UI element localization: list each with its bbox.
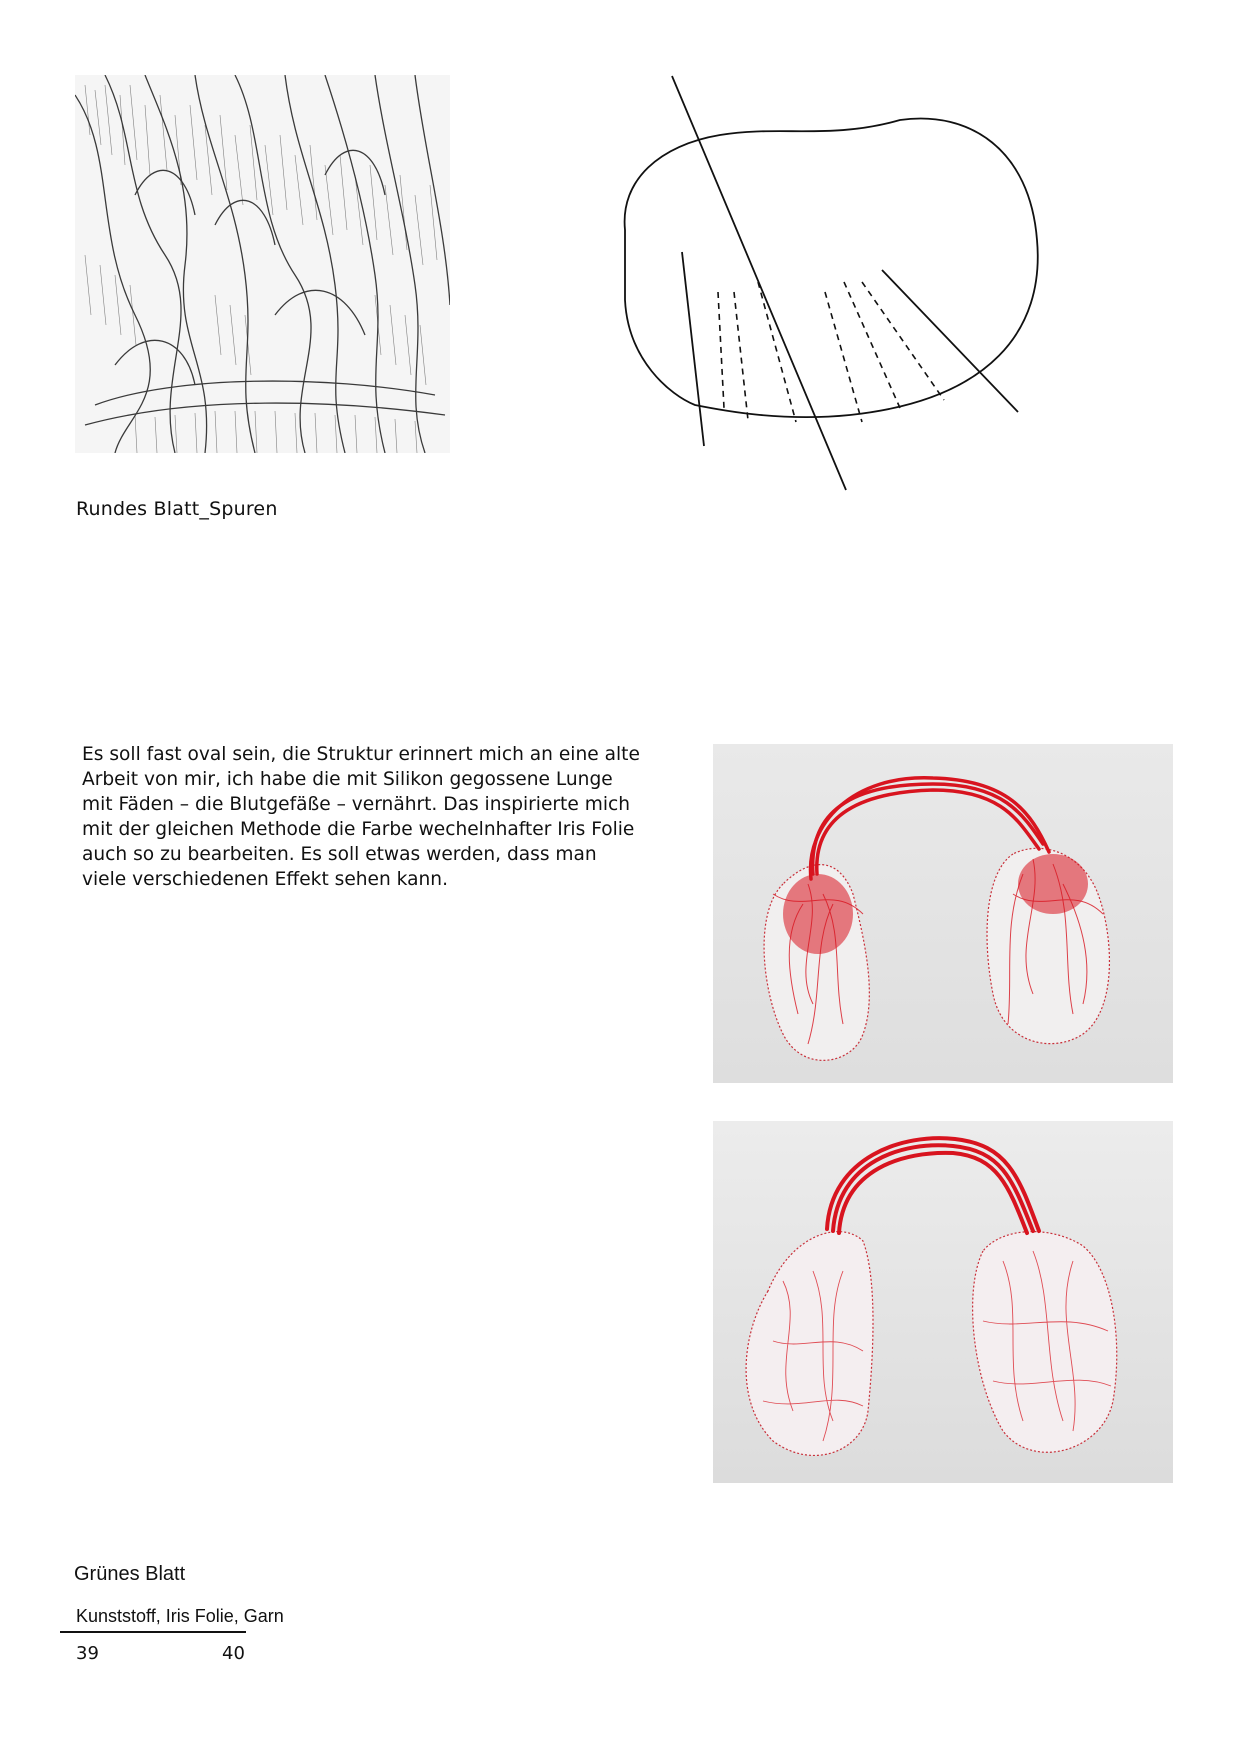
- work-materials: Kunststoff, Iris Folie, Garn: [76, 1606, 284, 1626]
- body-line: mit Fäden – die Blutgefäße – vernährt. Das inspirierte mich: [82, 794, 630, 815]
- red-thread-lung-image: [713, 1121, 1173, 1483]
- footer-divider: [60, 1631, 246, 1633]
- artwork-photo-1: [713, 744, 1173, 1083]
- sketch-image: [75, 75, 450, 453]
- sketch-caption: Rundes Blatt_Spuren: [76, 498, 278, 520]
- page-number-left: 39: [76, 1643, 99, 1664]
- body-line: Arbeit von mir, ich habe die mit Silikon gegossene Lunge: [82, 769, 613, 790]
- body-line: Es soll fast oval sein, die Struktur erinnert mich an eine alte: [82, 744, 640, 765]
- page-number-right: 40: [222, 1643, 245, 1664]
- pen-sketch-drawing: [75, 75, 450, 453]
- artwork-photo-2: [713, 1121, 1173, 1483]
- body-paragraph: [82, 742, 642, 892]
- body-line: auch so zu bearbeiten. Es soll etwas werden, dass man: [82, 844, 597, 865]
- oval-outline-drawing: [600, 70, 1060, 500]
- red-thread-lung-image: [713, 744, 1173, 1083]
- work-title: Grünes Blatt: [74, 1563, 186, 1585]
- body-line: viele verschiedenen Effekt sehen kann.: [82, 869, 449, 890]
- oval-line-drawing: [600, 70, 1060, 500]
- body-line: mit der gleichen Methode die Farbe wechelnhafter Iris Folie: [82, 819, 635, 840]
